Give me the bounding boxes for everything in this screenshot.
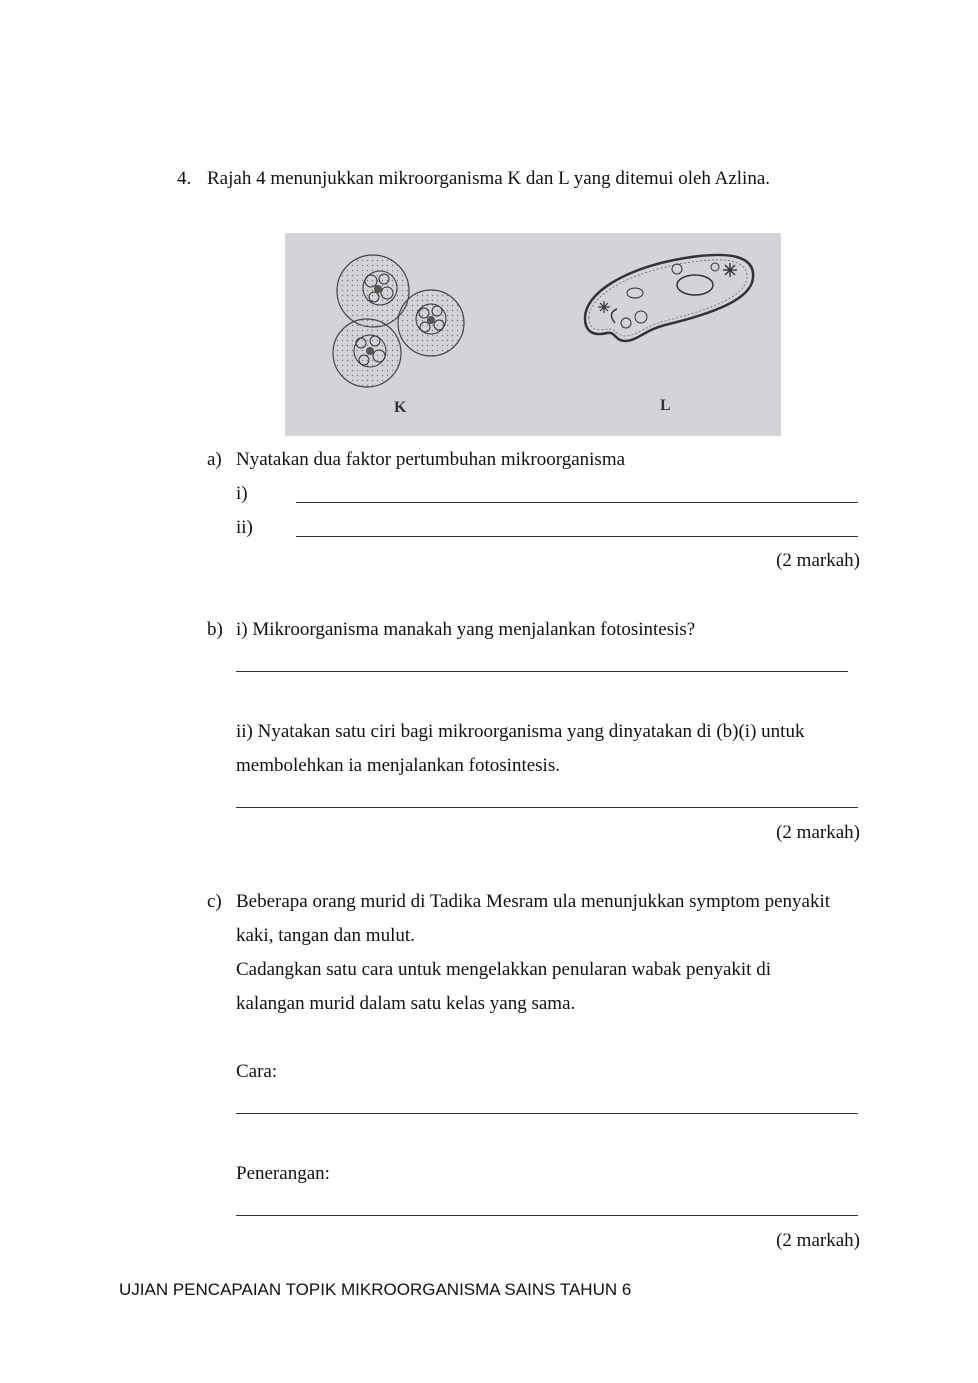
part-c-letter: c) (207, 891, 222, 912)
part-c-penerangan-label: Penerangan: (236, 1163, 330, 1184)
part-c-marks: (2 markah) (776, 1230, 860, 1251)
microorganism-illustration (285, 233, 781, 436)
part-a-answer-line-i[interactable] (296, 502, 858, 503)
part-b-answer-line-ii[interactable] (236, 807, 858, 808)
part-c-text-line1: Beberapa orang murid di Tadika Mesram ula menunjukkan symptom penyakit (236, 891, 831, 912)
part-b-answer-line-i[interactable] (236, 671, 848, 672)
part-a-item-ii-label: ii) (236, 517, 253, 538)
part-b-marks: (2 markah) (776, 822, 860, 843)
part-a-prompt: Nyatakan dua faktor pertumbuhan mikroorganisma (236, 449, 626, 470)
part-b-letter: b) (207, 619, 223, 640)
part-a-answer-line-ii[interactable] (296, 536, 858, 537)
microorganism-figure (285, 233, 781, 436)
part-c-cara-answer-line[interactable] (236, 1113, 858, 1114)
part-b-question-i: i) Mikroorganisma manakah yang menjalankan fotosintesis? (236, 619, 696, 640)
figure-label-k: K (394, 399, 407, 416)
part-c-text-line2: kaki, tangan dan mulut. (236, 925, 415, 946)
part-c-cara-label: Cara: (236, 1061, 278, 1082)
part-b-question-ii-line1: ii) Nyatakan satu ciri bagi mikroorganisma yang dinyatakan di (b)(i) untuk (236, 721, 805, 742)
microorganism-k-icon (333, 255, 464, 387)
part-b-question-ii-line2: membolehkan ia menjalankan fotosintesis. (236, 755, 560, 776)
microorganism-l-icon (585, 255, 753, 341)
part-c-penerangan-answer-line[interactable] (236, 1215, 858, 1216)
part-a-letter: a) (207, 449, 222, 470)
question-number: 4. (177, 168, 192, 189)
question-stem: Rajah 4 menunjukkan mikroorganisma K dan L yang ditemui oleh Azlina. (207, 168, 771, 189)
figure-label-l: L (660, 397, 671, 414)
part-c-text-line3: Cadangkan satu cara untuk mengelakkan penularan wabak penyakit di (236, 959, 771, 980)
part-c-text-line4: kalangan murid dalam satu kelas yang sama. (236, 993, 576, 1014)
part-a-marks: (2 markah) (776, 550, 860, 571)
part-a-item-i-label: i) (236, 483, 248, 504)
page-footer: UJIAN PENCAPAIAN TOPIK MIKROORGANISMA SAINS TAHUN 6 (119, 1280, 632, 1299)
